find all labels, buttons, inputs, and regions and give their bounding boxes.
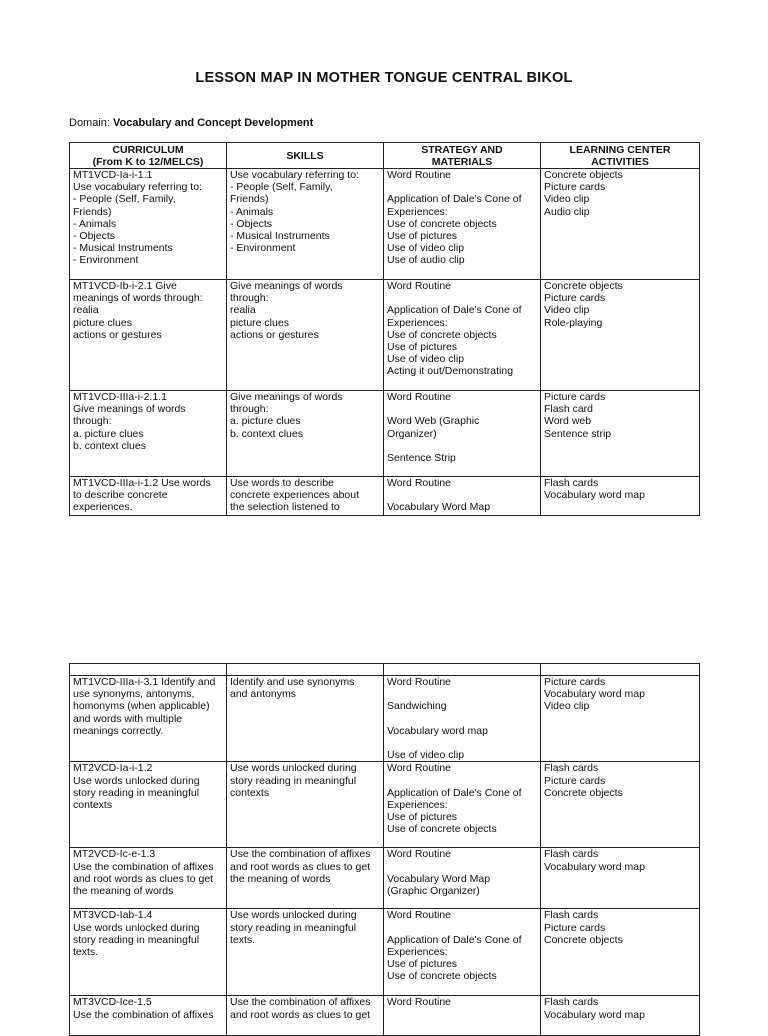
strategy-cell: Word Routine Sandwiching Vocabulary word map Use of video clip (384, 676, 541, 762)
domain-label: Domain: (69, 117, 110, 129)
table-row (70, 996, 700, 1036)
table-header-row (70, 143, 700, 169)
curriculum-cell: MT2VCD-Ic-e-1.3 Use the combination of affixes and root words as clues to get the meaning of words (70, 848, 227, 909)
activities-cell: Flash cards Vocabulary word map (541, 848, 700, 909)
strategy-cell: Word Routine Application of Dale's Cone of Experiences: Use of concrete objects Use of pictures Use of video clip Acting it out/Demonstrating (384, 280, 541, 391)
activities-cell: Picture cards Flash card Word web Sentence strip (541, 391, 700, 477)
strategy-cell: Word Routine Application of Dale's Cone of Experiences: Use of pictures Use of concrete objects (384, 909, 541, 996)
curriculum-cell: MT2VCD-Ia-i-1.2 Use words unlocked during story reading in meaningful contexts (70, 762, 227, 848)
activities-cell: Flash cards Vocabulary word map (541, 996, 700, 1036)
skills-cell: Use words unlocked during story reading in meaningful texts. (227, 909, 384, 996)
curriculum-cell: MT3VCD-Iab-1.4 Use words unlocked during story reading in meaningful texts. (70, 909, 227, 996)
activities-cell: Picture cards Vocabulary word map Video clip (541, 676, 700, 762)
strategy-cell: Word Routine Vocabulary Word Map (Graphic Organizer) (384, 848, 541, 909)
table-row (70, 391, 700, 477)
strategy-cell: Word Routine Vocabulary Word Map (384, 477, 541, 516)
skills-cell: Use words to describe concrete experiences about the selection listened to (227, 477, 384, 516)
table-header-row-empty (70, 664, 700, 676)
skills-cell: Use words unlocked during story reading in meaningful contexts (227, 762, 384, 848)
empty-header-cell (541, 664, 700, 676)
strategy-cell: Word Routine (384, 996, 541, 1036)
skills-cell: Identify and use synonyms and antonyms (227, 676, 384, 762)
domain-value: Vocabulary and Concept Development (113, 117, 314, 129)
skills-cell: Use the combination of affixes and root words as clues to get (227, 996, 384, 1036)
activities-cell: Concrete objects Picture cards Video clip Audio clip (541, 169, 700, 280)
table-row (70, 280, 700, 391)
strategy-cell: Word Routine Application of Dale's Cone of Experiences: Use of concrete objects Use of pictures Use of video clip Use of audio clip (384, 169, 541, 280)
skills-cell: Use vocabulary referring to: - People (Self, Family, Friends) - Animals - Objects - Musical Instruments - Environment (227, 169, 384, 280)
strategy-cell: Word Routine Word Web (Graphic Organizer) Sentence Strip (384, 391, 541, 477)
curriculum-cell: MT3VCD-Ice-1.5 Use the combination of affixes (70, 996, 227, 1036)
activities-cell: Flash cards Picture cards Concrete objects (541, 762, 700, 848)
table-row (70, 848, 700, 909)
lesson-map-table-page-1 (69, 142, 700, 516)
empty-header-cell (384, 664, 541, 676)
curriculum-cell: MT1VCD-IIIa-i-1.2 Use words to describe concrete experiences. (70, 477, 227, 516)
curriculum-cell: MT1VCD-Ia-i-1.1 Use vocabulary referring to: - People (Self, Family, Friends) - Animals - Objects - Musical Instruments - Environment (70, 169, 227, 280)
activities-cell: Concrete objects Picture cards Video clip Role-playing (541, 280, 700, 391)
activities-cell: Flash cards Vocabulary word map (541, 477, 700, 516)
skills-cell: Use the combination of affixes and root words as clues to get the meaning of words (227, 848, 384, 909)
domain-line (69, 117, 313, 129)
header-learning-center-activities: LEARNING CENTER ACTIVITIES (541, 143, 700, 169)
table-row (70, 169, 700, 280)
curriculum-cell: MT1VCD-IIIa-i-3.1 Identify and use synonyms, antonyms, homonyms (when applicable) and words with multiple meanings correctly. (70, 676, 227, 762)
table-row (70, 676, 700, 762)
skills-cell: Give meanings of words through: a. picture clues b. context clues (227, 391, 384, 477)
lesson-map-table-page-2 (69, 663, 700, 1036)
curriculum-cell: MT1VCD-IIIa-i-2.1.1 Give meanings of words through: a. picture clues b. context clues (70, 391, 227, 477)
strategy-cell: Word Routine Application of Dale's Cone of Experiences: Use of pictures Use of concrete objects (384, 762, 541, 848)
activities-cell: Flash cards Picture cards Concrete objects (541, 909, 700, 996)
empty-header-cell (70, 664, 227, 676)
table-row (70, 909, 700, 996)
table-row (70, 477, 700, 516)
skills-cell: Give meanings of words through: realia picture clues actions or gestures (227, 280, 384, 391)
empty-header-cell (227, 664, 384, 676)
document-title: LESSON MAP IN MOTHER TONGUE CENTRAL BIKOL (195, 70, 573, 86)
curriculum-cell: MT1VCD-Ib-i-2.1 Give meanings of words through: realia picture clues actions or gestures (70, 280, 227, 391)
table-row (70, 762, 700, 848)
header-skills: SKILLS (227, 143, 384, 169)
header-curriculum: CURRICULUM (From K to 12/MELCS) (70, 143, 227, 169)
header-strategy-materials: STRATEGY AND MATERIALS (384, 143, 541, 169)
